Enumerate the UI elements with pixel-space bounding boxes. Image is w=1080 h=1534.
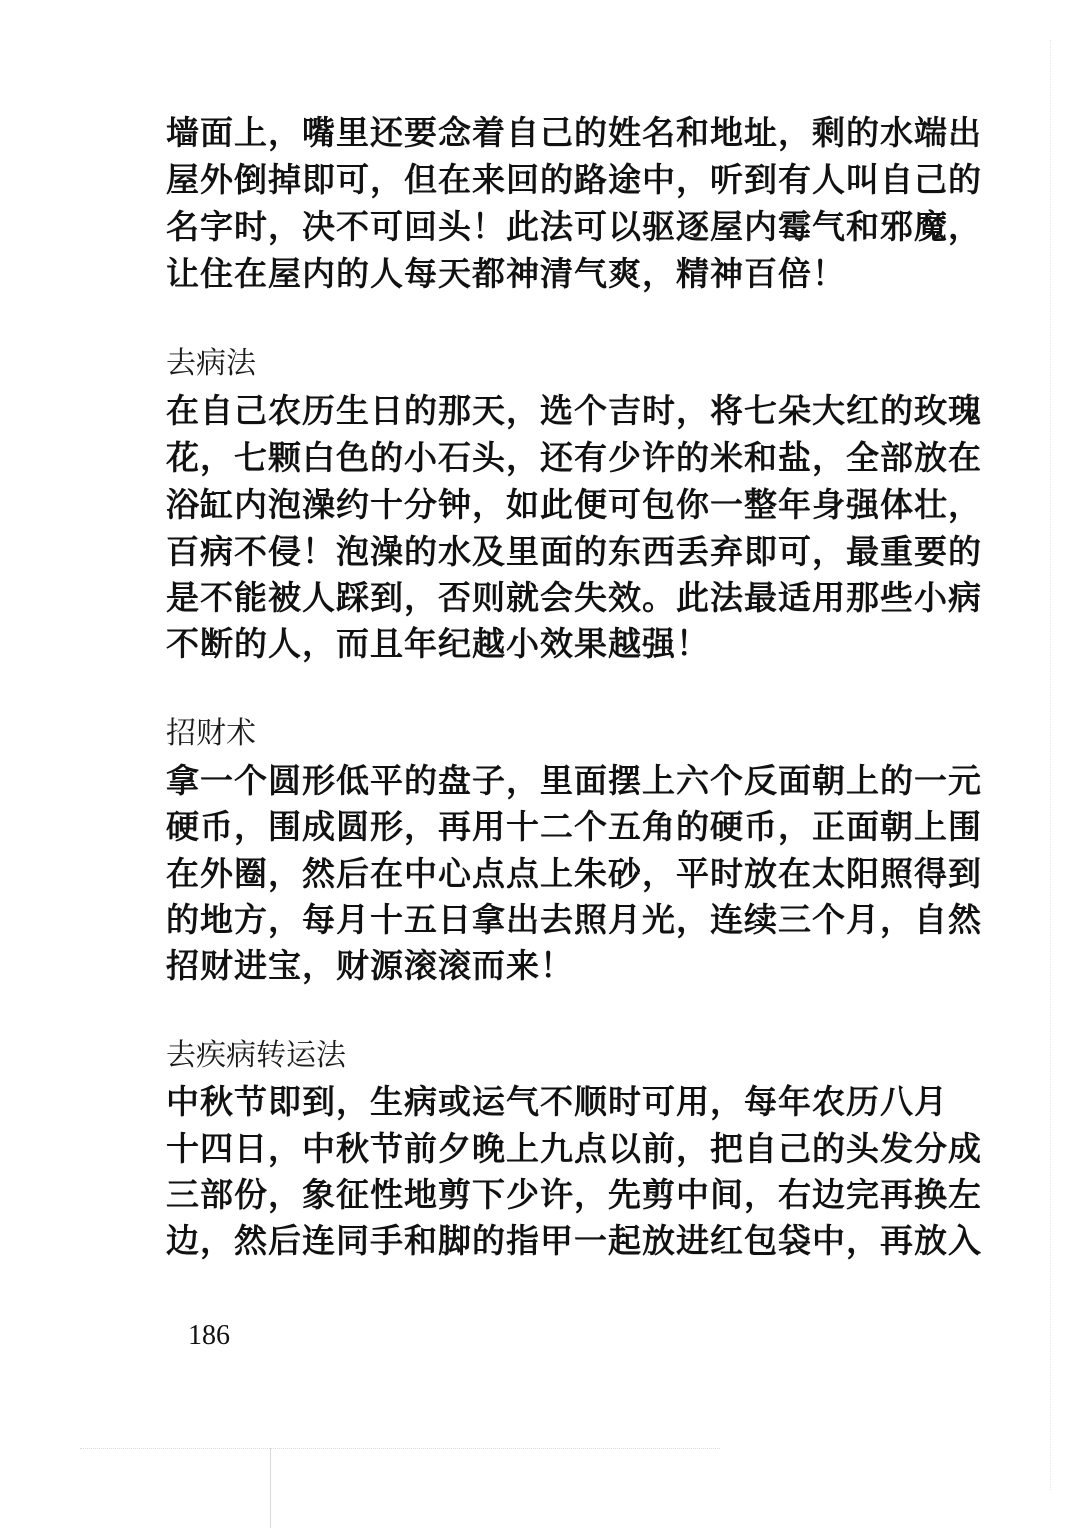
paragraph-1-line-2: 屋外倒掉即可，但在来回的路途中，听到有人叫自己的: [166, 160, 982, 199]
paragraph-3-line-4: 的地方，每月十五日拿出去照月光，连续三个月，自然: [166, 900, 982, 939]
paragraph-3-line-1: 拿一个圆形低平的盘子，里面摆上六个反面朝上的一元: [166, 761, 982, 800]
section-heading-qu-bing-fa: 去病法: [166, 346, 256, 381]
page-number: 186: [188, 1320, 230, 1351]
paragraph-3-line-5: 招财进宝，财源滚滚而来！: [166, 946, 574, 985]
paragraph-2-line-6: 不断的人，而且年纪越小效果越强！: [166, 624, 710, 663]
page-edge-shadow: [1050, 40, 1052, 1490]
paragraph-4-line-3: 三部份，象征性地剪下少许，先剪中间，右边完再换左: [166, 1175, 982, 1214]
paragraph-2-line-1: 在自己农历生日的那天，选个吉时，将七朵大红的玫瑰: [166, 391, 982, 430]
paragraph-1-line-1: 墙面上，嘴里还要念着自己的姓名和地址，剩的水端出: [166, 113, 982, 152]
paragraph-2-line-4: 百病不侵！泡澡的水及里面的东西丢弃即可，最重要的: [166, 532, 982, 571]
paragraph-1-line-3: 名字时，决不可回头！此法可以驱逐屋内霉气和邪魔，: [166, 207, 982, 246]
scan-artifact-dots: [80, 1448, 720, 1450]
paragraph-3-line-3: 在外圈，然后在中心点点上朱砂，平时放在太阳照得到: [166, 854, 982, 893]
paragraph-4-line-1: 中秋节即到，生病或运气不顺时可用，每年农历八月: [166, 1082, 948, 1121]
section-heading-qu-ji-bing-zhuan-yun-fa: 去疾病转运法: [166, 1038, 346, 1073]
paragraph-2-line-3: 浴缸内泡澡约十分钟，如此便可包你一整年身强体壮，: [166, 485, 982, 524]
paragraph-4-line-2: 十四日，中秋节前夕晚上九点以前，把自己的头发分成: [166, 1129, 982, 1168]
section-heading-zhao-cai-shu: 招财术: [166, 716, 256, 751]
paragraph-3-line-2: 硬币，围成圆形，再用十二个五角的硬币，正面朝上围: [166, 807, 982, 846]
paragraph-2-line-2: 花，七颗白色的小石头，还有少许的米和盐，全部放在: [166, 438, 982, 477]
paragraph-4-line-4: 边，然后连同手和脚的指甲一起放进红包袋中，再放入: [166, 1221, 982, 1260]
scan-artifact-line: [270, 1448, 271, 1528]
paragraph-1-line-4: 让住在屋内的人每天都神清气爽，精神百倍！: [166, 254, 846, 293]
paragraph-2-line-5: 是不能被人踩到，否则就会失效。此法最适用那些小病: [166, 578, 982, 617]
